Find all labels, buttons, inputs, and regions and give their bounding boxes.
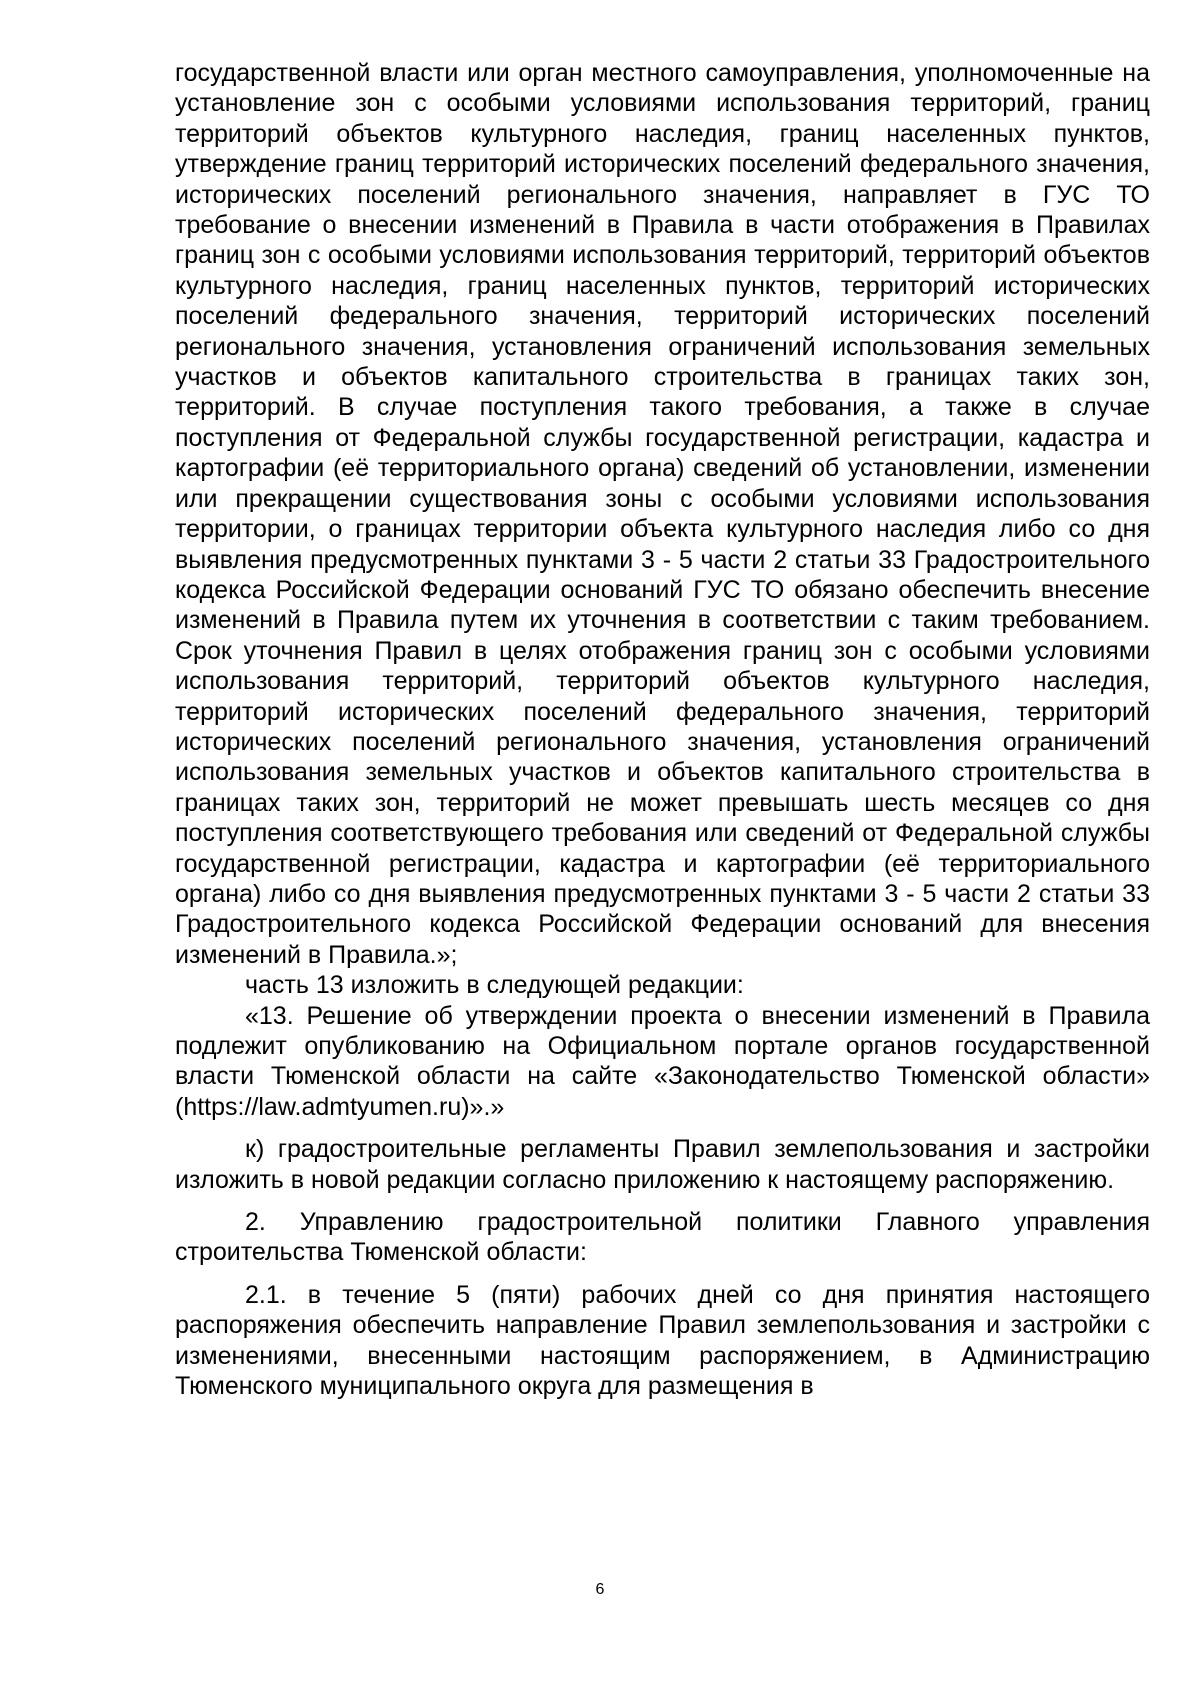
paragraph-continuation: государственной власти или орган местного самоуправления, уполномоченные на установление зон с особыми условиями использования территорий, границ территорий объектов культурного наследия, границ населенных пунктов, утверждение границ территорий исторических поселений федерального значения, исторических поселений регионального значения, направляет в ГУС ТО требование о внесении изменений в Правила в части отображения в Правилах границ зон с особыми условиями использования территорий, территорий объектов культурного наследия, границ населенных пунктов, территорий исторических поселений федерального значения, территорий исторических поселений регионального значения, установления ограничений использования земельных участков и объектов капитального строительства в границах таких зон, территорий. В случае поступления такого требования, а также в случае поступления от Федеральной службы государственной регистрации, кадастра и картографии (её территориального органа) сведений об установлении, изменении или прекращении существования зоны с особыми условиями использования территории, о границах территории объекта культурного наследия либо со дня выявления предусмотренных пунктами 3 - 5 части 2 статьи 33 Градостроительного кодекса Российской Федерации оснований ГУС ТО обязано обеспечить внесение изменений в Правила путем их уточнения в соответствии с таким требованием. Срок уточнения Правил в целях отображения границ зон с особыми условиями использования территорий, территорий объектов культурного наследия, территорий исторических поселений федерального значения, территорий исторических поселений регионального значения, установления ограничений использования земельных участков и объектов капитального строительства в границах таких зон, территорий не может превышать шесть месяцев со дня поступления соответствующего требования или сведений от Федеральной службы государственной регистрации, кадастра и картографии (её территориального органа) либо со дня выявления предусмотренных пунктами 3 - 5 части 2 статьи 33 Градостроительного кодекса Российской Федерации оснований для внесения изменений в Правила.»; [175,59,1150,969]
document-body [175,58,1150,1401]
paragraph-item-2: 2. Управлению градостроительной политики Главного управления строительства Тюменской области: [175,1208,1150,1267]
paragraph-part-13-text: «13. Решение об утверждении проекта о внесении изменений в Правила подлежит опубликованию на Официальном портале органов государственной власти Тюменской области на сайте «Законодательство Тюменской области» (https://law.admtyumen.ru)».» [175,1001,1150,1121]
page-number: 6 [595,1581,605,1598]
paragraph-part-13-intro: часть 13 изложить в следующей редакции: [245,971,744,1000]
paragraph-item-2-1: 2.1. в течение 5 (пяти) рабочих дней со дня принятия настоящего распоряжения обеспечить направление Правил землепользования и застройки с изменениями, внесенными настоящим распоряжением, в Администрацию Тюменского муниципального округа для размещения в [175,1280,1150,1401]
paragraph-item-k: к) градостроительные регламенты Правил землепользования и застройки изложить в новой редакции согласно приложению к настоящему распоряжению. [175,1135,1150,1194]
